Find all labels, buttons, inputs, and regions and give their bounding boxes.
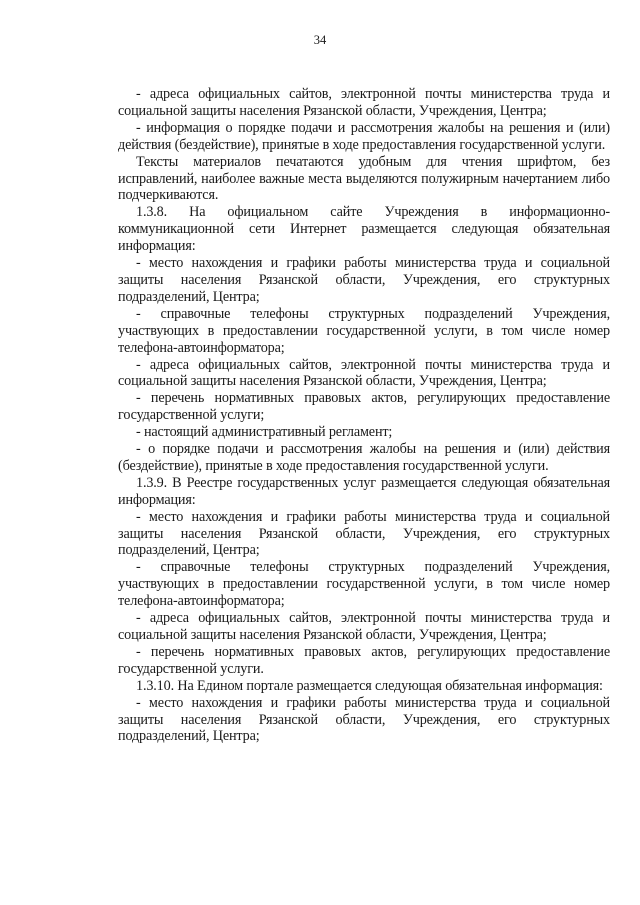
list-item-regulation: - настоящий административный регламент;	[136, 424, 393, 441]
list-item-websites-2: - адреса официальных сайтов, электронной почты министерства труда и социальной защиты населения Рязанской области, Учреждения, Центра;	[118, 610, 610, 643]
list-item-legal-acts: - перечень нормативных правовых актов, регулирующих предоставление государственной услуги;	[118, 390, 610, 424]
paragraph-2: - информация о порядке подачи и рассмотрения жалобы на решения и (или) действия (бездействие), принятые в ходе предоставления государственной услуги.	[118, 119, 610, 153]
list-item-legal-acts-2: - перечень нормативных правовых актов, регулирующих предоставление государственной услуги.	[118, 643, 610, 677]
paragraph-3: Тексты материалов печатаются удобным для чтения шрифтом, без исправлений, наиболее важные места выделяются полужирным начертанием либо подчеркиваются.	[118, 153, 610, 204]
paragraph-1: - адреса официальных сайтов, электронной почты министерства труда и социальной защиты населения Рязанской области, Учреждения, Центра;	[118, 86, 610, 119]
section-1-3-8-heading: 1.3.8. На официальном сайте Учреждения в информационно-коммуникационной сети Интернет размещается следующая обязательная информация:	[118, 204, 610, 255]
list-item-location-schedule-3: - место нахождения и графики работы министерства труда и социальной защиты населения Рязанской области, Учреждения, его структурных подразделений, Центра;	[118, 694, 610, 745]
list-item-location-schedule-2: - место нахождения и графики работы министерства труда и социальной защиты населения Рязанской области, Учреждения, его структурных подразделений, Центра;	[118, 508, 610, 559]
list-item-location-schedule: - место нахождения и графики работы министерства труда и социальной защиты населения Рязанской области, Учреждения, его структурных подразделений, Центра;	[118, 255, 610, 305]
section-1-3-10-heading: 1.3.10. На Едином портале размещается следующая обязательная информация:	[136, 677, 603, 694]
list-item-complaints: - о порядке подачи и рассмотрения жалобы на решения и (или) действия (бездействие), принятые в ходе предоставления государственной услуги.	[118, 441, 610, 474]
page-number: 34	[313, 33, 327, 47]
list-item-phones: - справочные телефоны структурных подразделений Учреждения, участвующих в предоставлении государственной услуги, в том числе номер телефона-автоинформатора;	[118, 305, 610, 356]
list-item-websites: - адреса официальных сайтов, электронной почты министерства труда и социальной защиты населения Рязанской области, Учреждения, Центра;	[118, 356, 610, 390]
document-body	[118, 86, 610, 745]
section-1-3-9-heading: 1.3.9. В Реестре государственных услуг размещается следующая обязательная информация:	[118, 474, 610, 508]
list-item-phones-2: - справочные телефоны структурных подразделений Учреждения, участвующих в предоставлении государственной услуги, в том числе номер телефона-автоинформатора;	[118, 559, 610, 610]
